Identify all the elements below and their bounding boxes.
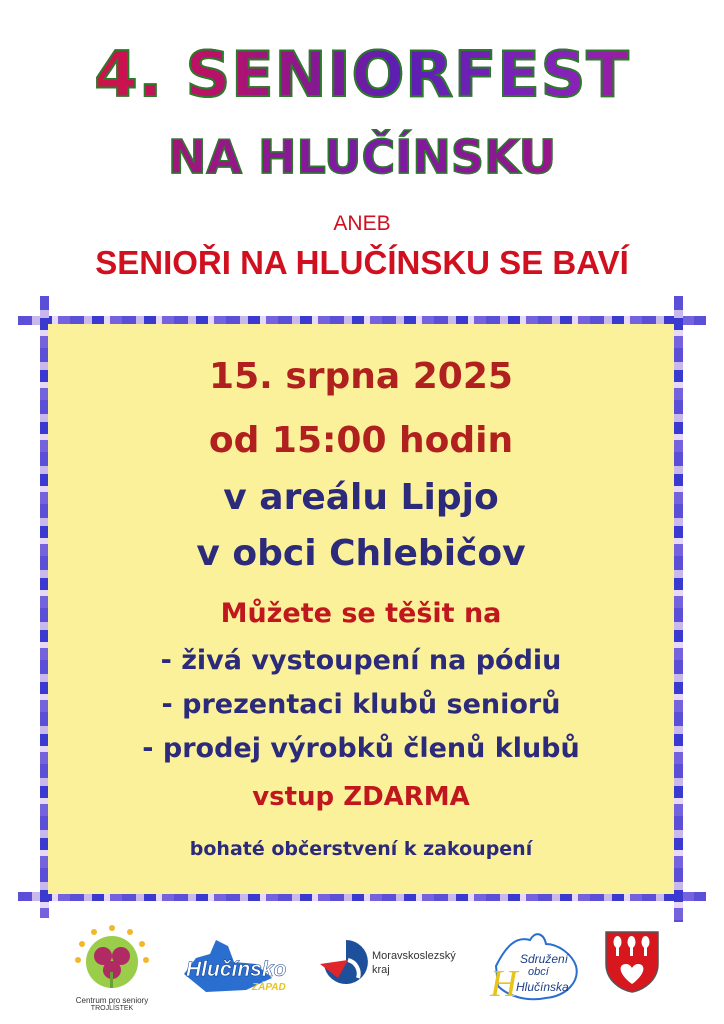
- frame-right: [674, 296, 683, 922]
- hlucinsko-zapad-logo: [176, 934, 298, 1000]
- sdruzeni-text-3: Hlučínska: [516, 980, 569, 994]
- program-item: - živá vystoupení na pódiu: [160, 645, 562, 676]
- msk-text-2: kraj: [372, 964, 390, 976]
- program-heading: Můžete se těšit na: [220, 598, 502, 629]
- event-time: od 15:00 hodin: [208, 420, 514, 461]
- refreshments-info: bohaté občerstvení k zakoupení: [189, 838, 533, 860]
- trojlistek-caption-1: Centrum pro seniory: [75, 996, 149, 1005]
- svg-text:H: H: [490, 963, 518, 1005]
- hlucinsko-sub: ZÁPAD: [252, 982, 286, 993]
- program-item: - prodej výrobků členů klubů: [142, 733, 580, 764]
- aneb-label: ANEB: [333, 212, 391, 235]
- poster-title-region: NA HLUČÍNSKU: [0, 130, 724, 184]
- poster-title: 4. SENIORFEST: [0, 38, 724, 111]
- event-place-venue: v areálu Lipjo: [223, 477, 499, 518]
- trojlistek-caption-2: TROJLÍSTEK: [90, 1005, 134, 1012]
- entry-info: vstup ZDARMA: [252, 782, 470, 812]
- trojlistek-logo: [62, 922, 162, 1018]
- clover-icon: [62, 922, 162, 992]
- partner-logos: [0, 920, 724, 1020]
- poster-subtitle: SENIOŘI NA HLUČÍNSKU SE BAVÍ: [95, 244, 629, 281]
- sdruzeni-text-1: Sdružení: [520, 952, 569, 966]
- sdruzeni-logo: [486, 926, 586, 1010]
- event-place-village: v obci Chlebičov: [196, 533, 526, 574]
- hlucinsko-wordmark: Hlučínsko: [186, 958, 287, 981]
- msk-emblem-icon: [318, 938, 374, 986]
- event-date: 15. srpna 2025: [209, 356, 513, 397]
- msk-logo: [318, 938, 478, 998]
- sdruzeni-text-2: obcí: [528, 966, 549, 978]
- program-item: - prezentaci klubů seniorů: [161, 689, 561, 720]
- coat-of-arms: [604, 930, 660, 994]
- shield-icon: [604, 930, 660, 994]
- msk-text-1: Moravskoslezský: [372, 950, 456, 962]
